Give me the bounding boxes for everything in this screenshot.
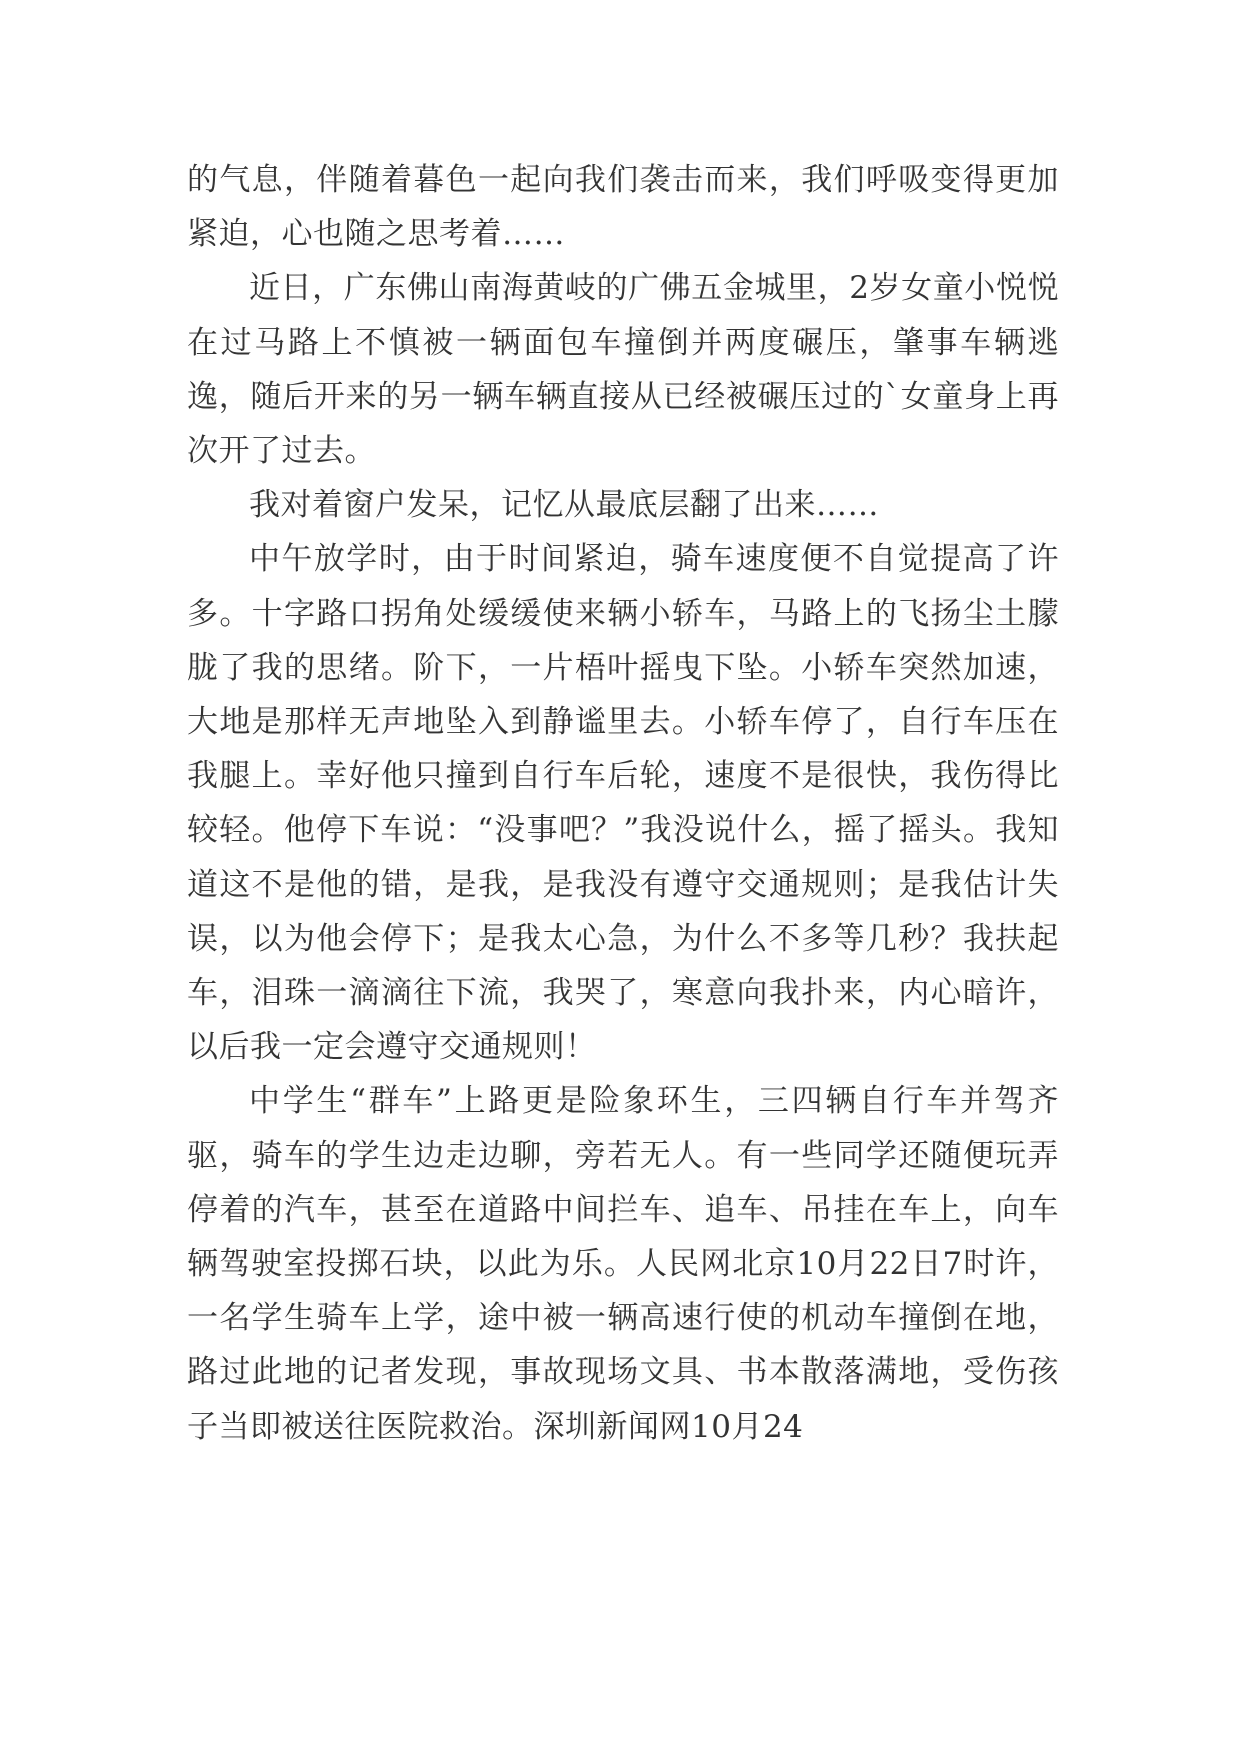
paragraph-student-group-cycling: 中学生“群车”上路更是险象环生，三四辆自行车并驾齐驱，骑车的学生边走边聊，旁若无人。有一些同学还随便玩弄停着的汽车，甚至在道路中间拦车、追车、吊挂在车上，向车辆驾驶室投掷石块，以此为乐。人民网北京10月22日7时许，一名学生骑车上学，途中被一辆高速行使的机动车撞倒在地，路过此地的记者发现，事故现场文具、书本散落满地，受伤孩子当即被送往医院救治。深圳新闻网10月24: [187, 1083, 1059, 1445]
paragraph-continued-atmosphere: 的气息，伴随着暮色一起向我们袭击而来，我们呼吸变得更加紧迫，心也随之思考着……: [187, 162, 1059, 253]
document-body: [187, 153, 1059, 1454]
paragraph-news-xiaoyueyue: 近日，广东佛山南海黄岐的广佛五金城里，2岁女童小悦悦在过马路上不慎被一辆面包车撞倒并两度碾压，肇事车辆逃逸，随后开来的另一辆车辆直接从已经被碾压过的`女童身上再次开了过去。: [187, 270, 1059, 470]
paragraph-personal-accident: 中午放学时，由于时间紧迫，骑车速度便不自觉提高了许多。十字路口拐角处缓缓使来辆小轿车，马路上的飞扬尘土朦胧了我的思绪。阶下，一片梧叶摇曳下坠。小轿车突然加速，大地是那样无声地坠入到静谧里去。小轿车停了，自行车压在我腿上。幸好他只撞到自行车后轮，速度不是很快，我伤得比较轻。他停下车说：“没事吧？”我没说什么，摇了摇头。我知道这不是他的错，是我，是我没有遵守交通规则；是我估计失误，以为他会停下；是我太心急，为什么不多等几秒？我扶起车，泪珠一滴滴往下流，我哭了，寒意向我扑来，内心暗许，以后我一定会遵守交通规则！: [187, 541, 1059, 1066]
paragraph-memory-recall: 我对着窗户发呆，记忆从最底层翻了出来……: [249, 487, 879, 524]
